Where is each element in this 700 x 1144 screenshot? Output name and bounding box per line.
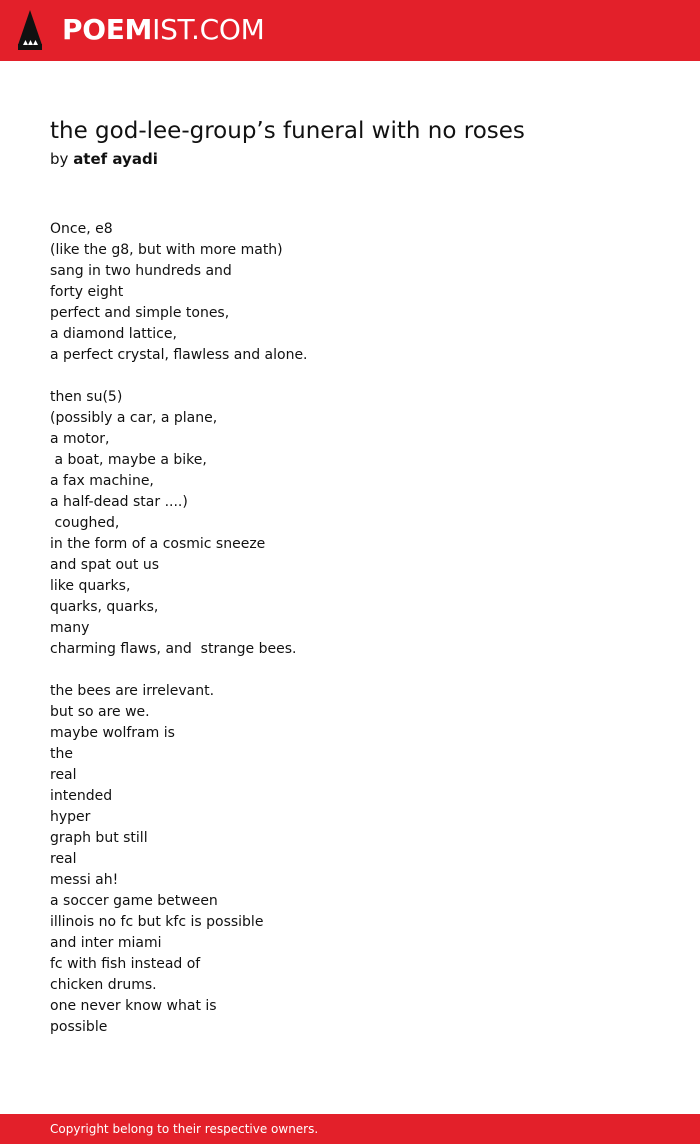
poem-line: graph but still [50, 830, 148, 846]
copyright-text: Copyright belong to their respective owners. [50, 1122, 319, 1136]
poem-line: fc with fish instead of [50, 956, 201, 972]
poem-line: a perfect crystal, flawless and alone. [50, 347, 308, 363]
byline [50, 148, 158, 170]
poem-line: maybe wolfram is [50, 725, 175, 741]
poem-line: then su(5) [50, 389, 123, 405]
poem-line: a fax machine, [50, 473, 154, 489]
poem-line: quarks, quarks, [50, 599, 159, 615]
poem-line: and spat out us [50, 557, 160, 573]
site-logo[interactable] [62, 13, 265, 47]
poem-line: intended [50, 788, 113, 804]
poem-line: possible [50, 1019, 108, 1035]
poem-line: forty eight [50, 284, 124, 300]
pencil-icon[interactable] [17, 9, 43, 51]
poem-line: in the form of a cosmic sneeze [50, 536, 266, 552]
poem-line: and inter miami [50, 935, 162, 951]
poem-line: Once, e8 [50, 221, 113, 237]
poem-line: illinois no fc but kfc is possible [50, 914, 264, 930]
poem-line: chicken drums. [50, 977, 157, 993]
poem-line: hyper [50, 809, 91, 825]
poem-body [50, 219, 308, 1038]
poem-line [50, 366, 308, 387]
poem-line: a half-dead star ....) [50, 494, 188, 510]
author-name: atef ayadi [73, 150, 158, 168]
poem-line: one never know what is [50, 998, 217, 1014]
poem-line: (like the g8, but with more math) [50, 242, 283, 258]
logo-text-bold: POEM [62, 13, 153, 46]
by-label: by [50, 150, 69, 168]
poem-title: the god-lee-group’s funeral with no roses [50, 118, 525, 144]
poem-line: many [50, 620, 90, 636]
poem-line: perfect and simple tones, [50, 305, 230, 321]
poem-line: the [50, 746, 73, 762]
poem-line: like quarks, [50, 578, 131, 594]
poem-line: real [50, 851, 77, 867]
poem-line: the bees are irrelevant. [50, 683, 215, 699]
poem-line: but so are we. [50, 704, 150, 720]
poem-line: a diamond lattice, [50, 326, 177, 342]
poem-line: (possibly a car, a plane, [50, 410, 218, 426]
poem-line: coughed, [50, 515, 120, 531]
poem-line: real [50, 767, 77, 783]
site-footer [0, 1114, 700, 1144]
logo-text-light: IST.COM [152, 13, 265, 46]
poem-line: sang in two hundreds and [50, 263, 232, 279]
poem-line: charming flaws, and strange bees. [50, 641, 297, 657]
poem-line: messi ah! [50, 872, 119, 888]
poem-line: a soccer game between [50, 893, 218, 909]
poem-line: a boat, maybe a bike, [50, 452, 207, 468]
poem-line: a motor, [50, 431, 110, 447]
poem-line [50, 660, 308, 681]
site-header [0, 0, 700, 61]
